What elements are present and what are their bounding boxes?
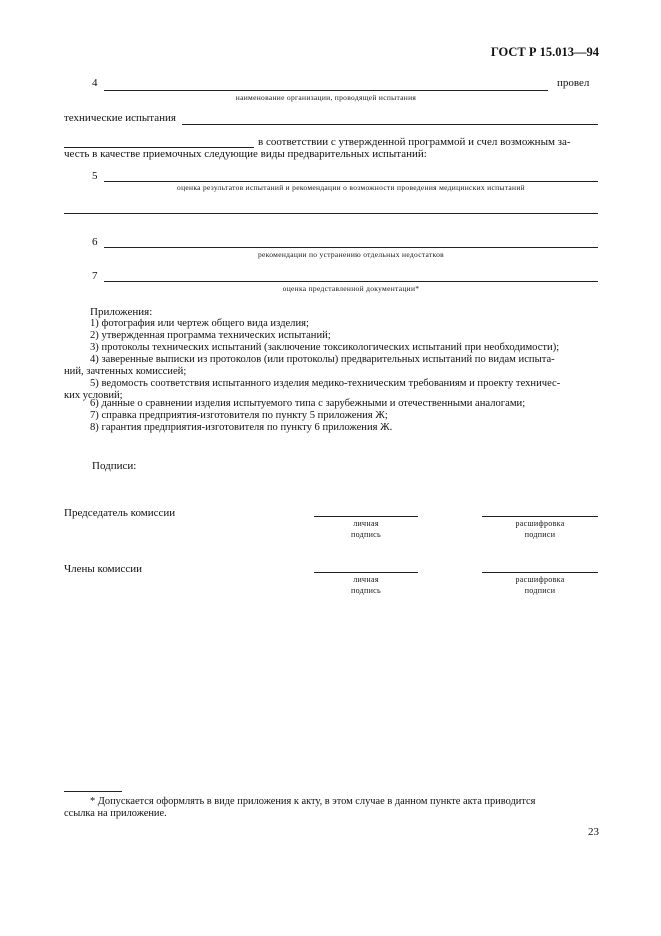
footnote-line-1: * Допускается оформлять в виде приложения к акту, в этом случае в данном пункте акта приводится	[90, 796, 536, 807]
item-6-caption: рекомендации по устранению отдельных недостатков	[258, 250, 444, 259]
document-id: ГОСТ Р 15.013—94	[490, 45, 599, 59]
chairman-label: Председатель комиссии	[64, 507, 176, 519]
members-sig-caption-1: личная	[353, 575, 379, 584]
attachment-item: 7) справка предприятия-изготовителя по пункту 5 приложения Ж;	[90, 410, 388, 421]
attachment-item-continuation: ких условий;	[64, 390, 123, 401]
attachment-item: 3) протоколы технических испытаний (заключение токсикологических испытаний при необходимости);	[90, 342, 560, 353]
attachment-item: 8) гарантия предприятия-изготовителя по пункту 6 приложения Ж.	[90, 422, 393, 433]
members-decode-caption-1: расшифровка	[515, 575, 565, 584]
attachment-item: 2) утвержденная программа технических испытаний;	[90, 330, 331, 341]
item-5-line	[104, 181, 598, 182]
attachments-title: Приложения:	[90, 306, 153, 318]
item-7-number: 7	[92, 270, 98, 282]
chairman-decode-caption-2: подписи	[524, 530, 556, 539]
item-6-line	[104, 247, 598, 248]
item-4-suffix: провел	[557, 77, 590, 89]
item-6-number: 6	[92, 236, 98, 248]
item-4-line2-label: технические испытания	[64, 112, 176, 124]
chairman-decode-caption-1: расшифровка	[515, 519, 565, 528]
item-4-number: 4	[92, 77, 98, 89]
footnote-line-2: ссылка на приложение.	[64, 808, 167, 819]
members-decode-line	[482, 572, 598, 573]
item-5-number: 5	[92, 170, 98, 182]
members-sig-caption-2: подпись	[351, 586, 381, 595]
item-5-extra-line	[64, 213, 598, 214]
attachment-item: 6) данные о сравнении изделия испытуемого типа с зарубежными и отечественными аналогами;	[90, 398, 526, 409]
chairman-sig-caption-1: личная	[353, 519, 379, 528]
item-5-caption: оценка результатов испытаний и рекомендации о возможности проведения медицинских испытаний	[177, 183, 525, 192]
chairman-signature-line	[314, 516, 418, 517]
item-7-caption: оценка представленной документации*	[282, 284, 420, 293]
chairman-decode-line	[482, 516, 598, 517]
footnote-rule	[64, 791, 122, 792]
attachment-item: 1) фотография или чертеж общего вида изделия;	[90, 318, 309, 329]
attachment-item: 4) заверенные выписки из протоколов (или протоколы) предварительных испытаний по видам испыта-	[90, 354, 555, 365]
item-4-organization-line	[104, 90, 548, 91]
members-signature-line	[314, 572, 418, 573]
item-4-line4-text: честь в качестве приемочных следующие виды предварительных испытаний:	[64, 148, 427, 160]
chairman-sig-caption-2: подпись	[351, 530, 381, 539]
signatures-title: Подписи:	[92, 460, 137, 472]
item-4-caption: наименование организации, проводящей испытания	[235, 93, 417, 102]
item-4-line2-blank	[182, 124, 598, 125]
page-number: 23	[588, 826, 599, 838]
attachment-item-continuation: ний, зачтенных комиссией;	[64, 366, 187, 377]
item-4-line3-text: в соответствии с утвержденной программой и счел возможным за-	[258, 136, 571, 148]
item-7-line	[104, 281, 598, 282]
members-label: Члены комиссии	[64, 563, 143, 575]
attachment-item: 5) ведомость соответствия испытанного изделия медико-техническим требованиям и проекту техничес-	[90, 378, 561, 389]
members-decode-caption-2: подписи	[524, 586, 556, 595]
